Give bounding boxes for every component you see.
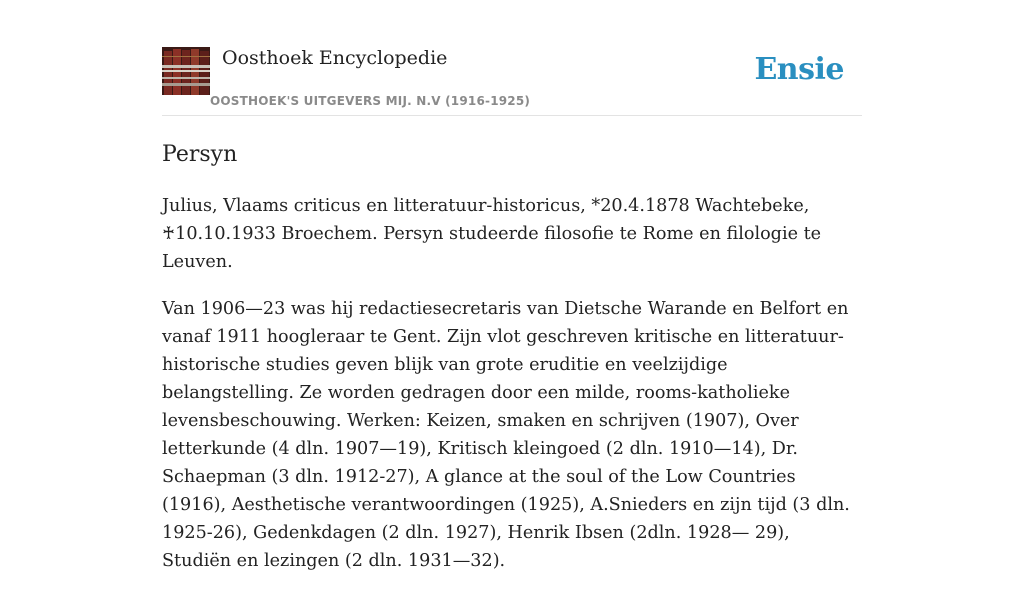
encyclopedia-books-icon xyxy=(162,47,210,95)
article-body xyxy=(162,192,862,594)
ensie-logo[interactable]: Ensie xyxy=(754,52,844,87)
source-subtitle: OOSTHOEK'S UITGEVERS MIJ. N.V (1916-1925) xyxy=(210,94,531,108)
article-paragraph-1: Julius, Vlaams criticus en litteratuur-historicus, *20.4.1878 Wachtebeke, ♰10.10.1933 Broechem. Persyn studeerde filosofie te Rome en filologie te Leuven. xyxy=(162,196,822,272)
source-header xyxy=(162,46,862,116)
source-avatar[interactable] xyxy=(162,47,210,95)
article-paragraph-2: Van 1906—23 was hij redactiesecretaris van Dietsche Warande en Belfort en vanaf 1911 hoogleraar te Gent. Zijn vlot geschreven kritische en litteratuur-historische studies geven blijk van grote eruditie en veelzijdige belangstelling. Ze worden gedragen door een milde, rooms-katholieke levensbeschouwing. Werken: Keizen, smaken en schrijven (1907), Over letterkunde (4 dln. 1907—19), Kritisch kleingoed (2 dln. 1910—14), Dr. Schaepman (3 dln. 1912-27), A glance at the soul of the Low Countries (1916), Aesthetische verantwoordingen (1925), A.Snieders en zijn tijd (3 dln. 1925-26), Gedenkdagen (2 dln. 1927), Henrik Ibsen (2dln. 1928— 29), Studiën en lezingen (2 dln. 1931—32). xyxy=(162,299,850,571)
source-name[interactable]: Oosthoek Encyclopedie xyxy=(222,47,448,69)
article-title: Persyn xyxy=(162,142,238,167)
